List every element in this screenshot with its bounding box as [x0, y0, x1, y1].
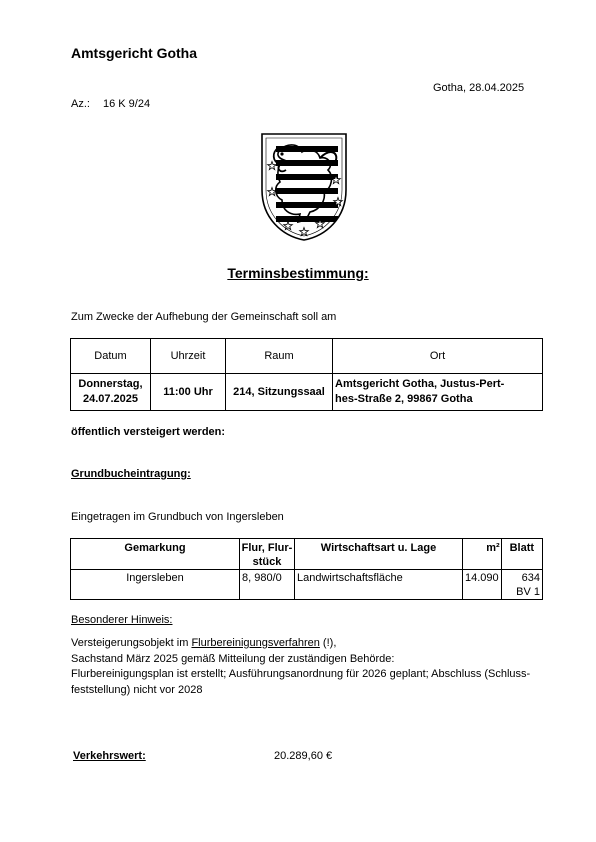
intro-text: Zum Zwecke der Aufhebung der Gemeinschaft soll am — [71, 311, 337, 323]
cell-datum-weekday: Donnerstag, — [78, 378, 143, 390]
cell-uhrzeit: 11:00 Uhr — [151, 374, 226, 411]
column-header-flur-line1: Flur, Flur- — [241, 542, 293, 554]
table-header-row — [71, 339, 543, 374]
column-header-qm: m² — [463, 539, 502, 570]
hint-text — [71, 636, 541, 698]
column-header-flur-line2: stück — [252, 556, 282, 568]
hint-heading: Besonderer Hinweis: — [71, 614, 173, 626]
file-number-label: Az.: — [71, 98, 90, 110]
column-header-datum: Datum — [71, 339, 151, 374]
column-header-flur — [240, 539, 295, 570]
hint-line-1-suffix: (!), — [319, 637, 337, 649]
document-title: Terminsbestimmung: — [227, 265, 369, 281]
cell-raum: 214, Sitzungssaal — [226, 374, 333, 411]
column-header-uhrzeit: Uhrzeit — [151, 339, 226, 374]
cell-gemarkung: Ingersleben — [71, 570, 240, 600]
court-name: Amtsgericht Gotha — [71, 45, 198, 61]
column-header-wirtschaftsart: Wirtschaftsart u. Lage — [295, 539, 463, 570]
thuringia-coat-of-arms-icon — [258, 130, 350, 244]
cell-wirtschaftsart: Landwirtschaftsfläche — [295, 570, 463, 600]
grundbuch-table — [70, 538, 543, 600]
cell-flur: 8, 980/0 — [240, 570, 295, 600]
table-row — [71, 570, 543, 600]
cell-blatt-bv: BV 1 — [516, 586, 540, 598]
hint-line-3: Flurbereinigungsplan ist erstellt; Ausführungsanordnung für 2026 geplant; Abschluss (Schluss- — [71, 668, 531, 680]
table-header-row — [71, 539, 543, 570]
grundbuch-heading: Grundbucheintragung: — [71, 468, 191, 480]
hint-line-1 — [71, 636, 541, 652]
appointment-table — [70, 338, 543, 411]
hint-line-2: Sachstand März 2025 gemäß Mitteilung der zuständigen Behörde: — [71, 652, 395, 665]
hint-line-4: feststellung) nicht vor 2028 — [71, 683, 203, 696]
cell-blatt-number: 634 — [521, 572, 540, 584]
column-header-blatt: Blatt — [501, 539, 542, 570]
sold-text: öffentlich versteigert werden: — [71, 426, 226, 438]
column-header-raum: Raum — [226, 339, 333, 374]
column-header-ort: Ort — [333, 339, 543, 374]
cell-ort-line1: Amtsgericht Gotha, Justus-Pert- — [335, 378, 505, 390]
cell-datum-date: 24.07.2025 — [82, 393, 139, 405]
hint-line-1-prefix: Versteigerungsobjekt im — [71, 637, 192, 649]
cell-ort — [333, 374, 543, 411]
cell-blatt — [501, 570, 542, 600]
grundbuch-text: Eingetragen im Grundbuch von Ingersleben — [71, 511, 284, 523]
file-number: 16 K 9/24 — [103, 98, 151, 110]
place-date: Gotha, 28.04.2025 — [433, 82, 525, 94]
hint-link: Flurbereinigungsverfahren — [191, 637, 320, 649]
cell-ort-line2: hes-Straße 2, 99867 Gotha — [335, 393, 473, 405]
cell-datum — [71, 374, 151, 411]
verkehrswert-value: 20.289,60 € — [274, 750, 333, 762]
table-row — [71, 374, 543, 411]
column-header-gemarkung: Gemarkung — [71, 539, 240, 570]
verkehrswert-label: Verkehrswert: — [73, 750, 146, 762]
cell-qm: 14.090 — [463, 570, 502, 600]
